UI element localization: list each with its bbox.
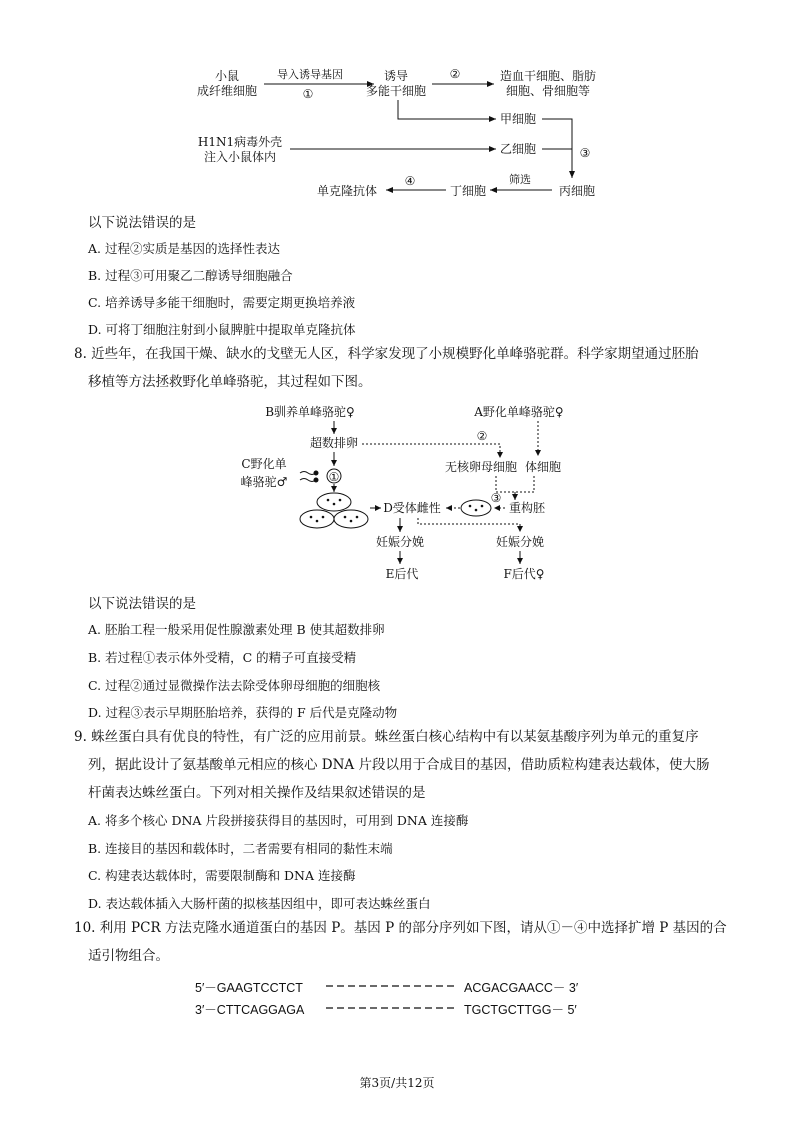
- seq-top-right: ACGACGAACC－ 3′: [464, 981, 579, 995]
- q9-option-a[interactable]: A. 将多个核心 DNA 片段拼接获得目的基因时，可用到 DNA 连接酶: [88, 813, 469, 828]
- step4-label: ④: [404, 174, 416, 188]
- early-embryo-icon: [461, 500, 491, 516]
- step1-label: ①: [302, 87, 314, 101]
- ips-line1: 诱导: [383, 69, 409, 83]
- q8-question: 以下说法错误的是: [88, 596, 196, 612]
- reconstructed: 重构胚: [508, 501, 546, 515]
- mab-label: 单克隆抗体: [316, 184, 378, 198]
- step3-label-d2: ③: [490, 491, 502, 505]
- step2-label: ②: [449, 67, 461, 81]
- q9-stem-line1: 9. 蛛丝蛋白具有优良的特性，有广泛的应用前景。蛛丝蛋白核心结构中有以某氨基酸序列为单元的重复序: [74, 729, 699, 745]
- q8-option-b[interactable]: B. 若过程①表示体外受精，C 的精子可直接受精: [88, 650, 357, 665]
- virus-line1: H1N1病毒外壳: [197, 135, 283, 149]
- cell-yi: 乙细胞: [500, 142, 537, 156]
- q7-stem: 以下说法错误的是: [88, 215, 196, 231]
- step1-label-d2: ①: [328, 470, 340, 484]
- c-camel-line1: C野化单: [241, 457, 287, 471]
- q9-stem-line3: 杆菌表达蛛丝蛋白。下列对相关操作及结果叙述错误的是: [88, 785, 426, 801]
- q7-option-a[interactable]: A. 过程②实质是基因的选择性表达: [88, 241, 280, 256]
- q8-stem-line2: 移植等方法拯救野化单峰骆驼，其过程如下图。: [88, 374, 372, 390]
- q7-option-b[interactable]: B. 过程③可用聚乙二醇诱导细胞融合: [88, 268, 293, 283]
- seq-top-dash: [326, 984, 456, 988]
- mouse-fibroblast-line1: 小鼠: [214, 69, 240, 83]
- q7-option-d[interactable]: D. 可将丁细胞注射到小鼠脾脏中提取单克隆抗体: [88, 322, 356, 337]
- q9-option-c[interactable]: C. 构建表达载体时，需要限制酶和 DNA 连接酶: [88, 868, 356, 883]
- cell-ding: 丁细胞: [449, 184, 487, 198]
- arrow1-label: 导入诱导基因: [277, 68, 343, 81]
- q9-option-b[interactable]: B. 连接目的基因和载体时，二者需要有相同的黏性末端: [88, 841, 393, 856]
- cell-jia: 甲细胞: [500, 112, 537, 126]
- arrow-to-jia: [398, 100, 496, 119]
- q10-stem-line1: 10. 利用 PCR 方法克隆水通道蛋白的基因 P。基因 P 的部分序列如下图，请从①－④中选择扩增 P 基因的合: [74, 920, 727, 936]
- seq-bottom-left: 3′－CTTCAGGAGA: [195, 1003, 305, 1017]
- page-number: 第3页/共12页: [359, 1076, 435, 1090]
- blood-cells-line1: 造血干细胞、脂肪: [499, 69, 597, 83]
- recipient: D受体雌性: [383, 501, 441, 515]
- camel-embryo-diagram: [0, 395, 794, 590]
- fusion-bracket: [542, 119, 572, 149]
- embryo-cluster-icon: [300, 493, 368, 528]
- q8-option-a[interactable]: A. 胚胎工程一般采用促性腺激素处理 B 使其超数排卵: [88, 622, 385, 637]
- screen-label: 筛选: [509, 173, 531, 186]
- mab-flow-diagram: [0, 0, 794, 210]
- pregnancy-right: 妊娠分娩: [495, 535, 545, 549]
- somatic-cell: 体细胞: [524, 460, 562, 474]
- e-offspring: E后代: [385, 567, 419, 581]
- q7-option-c[interactable]: C. 培养诱导多能干细胞时，需要定期更换培养液: [88, 295, 356, 310]
- step3-label: ③: [579, 146, 591, 160]
- f-offspring: F后代♀: [503, 567, 545, 581]
- step2-label-d2: ②: [476, 429, 488, 443]
- ips-line2: 多能干细胞: [365, 84, 427, 98]
- q8-option-d[interactable]: D. 过程③表示早期胚胎培养，获得的 F 后代是克隆动物: [88, 705, 398, 720]
- blood-cells-line2: 细胞、骨细胞等: [505, 84, 591, 98]
- q9-option-d[interactable]: D. 表达载体插入大肠杆菌的拟核基因组中，即可表达蛛丝蛋白: [88, 896, 431, 911]
- enucleated-oocyte: 无核卵母细胞: [444, 460, 518, 474]
- virus-line2: 注入小鼠体内: [203, 150, 277, 164]
- c-camel-line2: 峰骆驼♂: [240, 475, 288, 489]
- a-camel: A野化单峰骆驼♀: [474, 405, 564, 419]
- sperm-icon: [300, 471, 319, 483]
- q8-option-c[interactable]: C. 过程②通过显微操作法去除受体卵母细胞的细胞核: [88, 678, 381, 693]
- q10-stem-line2: 适引物组合。: [88, 948, 169, 964]
- q8-stem-line1: 8. 近些年，在我国干燥、缺水的戈壁无人区，科学家发现了小规模野化单峰骆驼群。科学家期望通过胚胎: [74, 346, 699, 362]
- dashed-recipient-right: [418, 518, 520, 532]
- b-camel: B驯养单峰骆驼♀: [265, 405, 355, 419]
- seq-bottom-dash: [326, 1006, 456, 1010]
- mouse-fibroblast-line2: 成纤维细胞: [196, 84, 258, 98]
- dashed-to-oocyte: [362, 444, 500, 458]
- q9-stem-line2: 列，据此设计了氨基酸单元相应的核心 DNA 片段以用于合成目的基因，借助质粒构建表达载体，使大肠: [88, 757, 710, 773]
- pregnancy-left: 妊娠分娩: [375, 535, 425, 549]
- superovulation: 超数排卵: [309, 436, 359, 450]
- cell-bing: 丙细胞: [558, 184, 596, 198]
- seq-top-left: 5′－GAAGTCCTCT: [195, 981, 303, 995]
- seq-bottom-right: TGCTGCTTGG－ 5′: [464, 1003, 577, 1017]
